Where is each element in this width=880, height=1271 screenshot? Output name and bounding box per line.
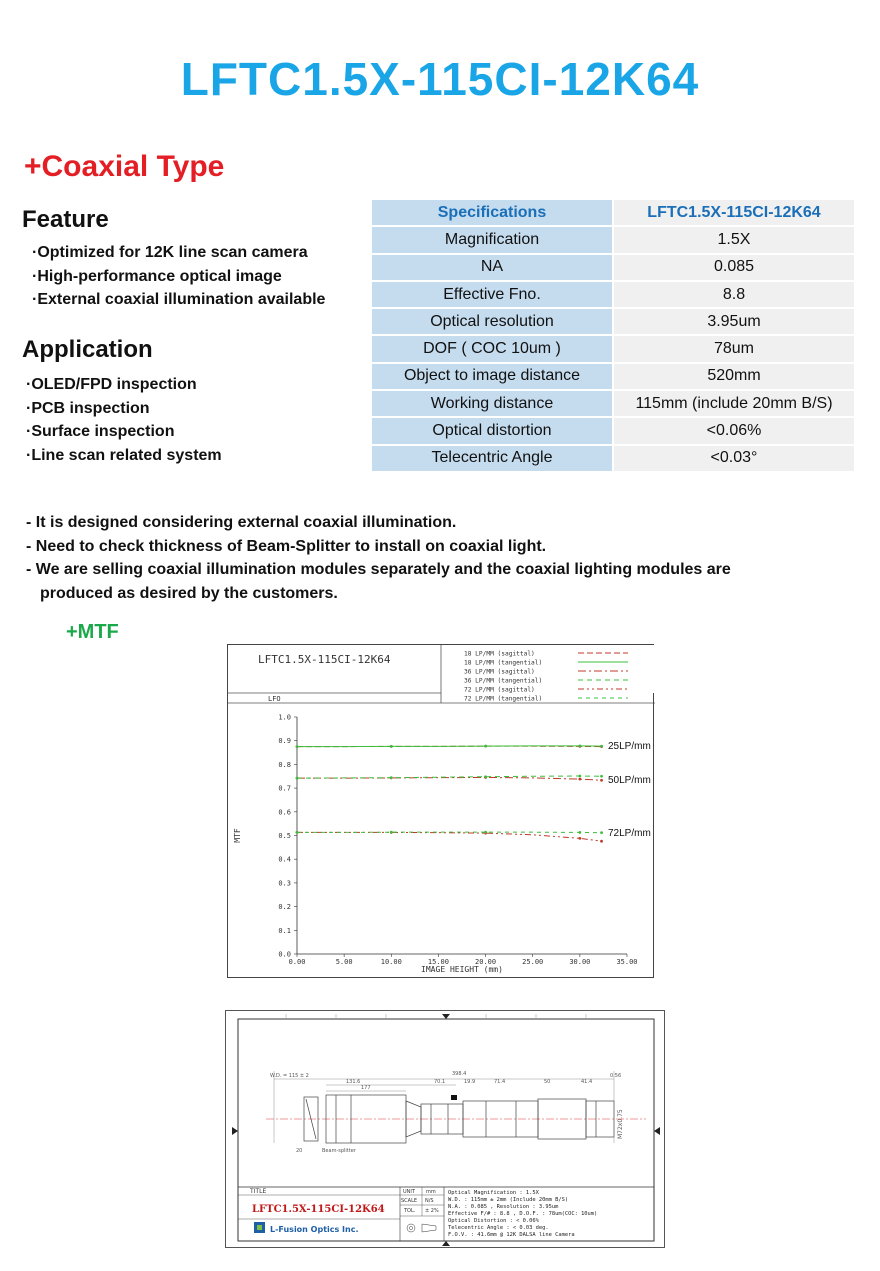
note-line: produced as desired by the customers.: [40, 584, 338, 602]
tb-spec-line: Effective F/# : 8.8 , D.O.F. : 78um(COC: 10um): [448, 1211, 598, 1217]
mtf-x-tick-label: 30.00: [569, 958, 591, 966]
mtf-data-point: [600, 831, 603, 834]
mtf-y-tick-label: 0.1: [278, 926, 291, 935]
mtf-y-tick-label: 0.3: [278, 879, 291, 888]
mtf-data-point: [484, 831, 487, 834]
beam-splitter-label: Beam-splitter: [322, 1148, 356, 1154]
note-line: - It is designed considering external coaxial illumination.: [26, 514, 457, 531]
mtf-data-point: [484, 745, 487, 748]
tol-label: TOL.: [404, 1208, 416, 1214]
spec-key: Telecentric Angle: [372, 446, 612, 471]
mtf-side-labels: [604, 735, 664, 855]
dim-19: 19.9: [464, 1079, 476, 1085]
application-item: ·Surface inspection: [26, 423, 175, 440]
spec-table: [372, 198, 854, 473]
mtf-chart-title: LFTC1.5X-115CI-12K64: [258, 653, 391, 666]
mtf-series-line: [297, 832, 602, 841]
spec-key: NA: [372, 255, 612, 280]
spec-row: [372, 364, 854, 389]
application-heading: Application: [22, 336, 153, 363]
spec-key: Working distance: [372, 391, 612, 416]
mtf-data-point: [390, 776, 393, 779]
mtf-chart-svg: [228, 645, 655, 979]
application-item: ·OLED/FPD inspection: [26, 376, 197, 393]
mtf-y-tick-label: 0.4: [278, 855, 291, 864]
title-label: TITLE: [250, 1188, 267, 1195]
lock-screw: [451, 1095, 457, 1100]
spec-row: [372, 418, 854, 443]
spec-value: <0.03°: [612, 446, 854, 471]
tol-value: ± 2%: [425, 1208, 439, 1214]
feature-heading: Feature: [22, 206, 109, 233]
notes-block: [26, 511, 731, 605]
mtf-axes: [278, 714, 637, 967]
mtf-data-point: [390, 831, 393, 834]
spec-row: [372, 309, 854, 334]
spec-value: 78um: [612, 336, 854, 361]
mtf-x-tick-label: 5.00: [335, 958, 353, 966]
spec-value: 520mm: [612, 364, 854, 389]
mtf-y-tick-label: 0.9: [278, 737, 291, 746]
spec-row: [372, 391, 854, 416]
side-label-50lp: 50LP/mm: [608, 775, 651, 786]
spec-value: 115mm (include 20mm B/S): [612, 391, 854, 416]
spec-value: 8.8: [612, 282, 854, 307]
tb-spec-line: Optical Magnification : 1.5X: [448, 1190, 539, 1196]
dim-mount: M72x0.75: [617, 1109, 624, 1139]
dim-056: 0.56: [610, 1073, 622, 1079]
dim-70: 70.1: [434, 1079, 446, 1085]
center-mark-left: [232, 1127, 238, 1135]
unit-value: mm: [426, 1189, 436, 1195]
mtf-data-point: [296, 777, 299, 780]
spec-key: Object to image distance: [372, 364, 612, 389]
mtf-y-tick-label: 0.8: [278, 760, 291, 769]
mtf-y-tick-label: 0.5: [278, 832, 291, 840]
mtf-data-point: [600, 840, 603, 843]
mtf-legend-label: 72 LP/MM (sagittal): [464, 686, 535, 694]
mtf-data-point: [578, 831, 581, 834]
tb-spec-line: N.A. : 0.085 , Resolution : 3.95um: [448, 1204, 559, 1210]
spec-key: Effective Fno.: [372, 282, 612, 307]
mtf-legend-label: 18 LP/MM (sagittal): [464, 650, 535, 658]
spec-value: 0.085: [612, 255, 854, 280]
mtf-y-tick-label: 0.6: [278, 808, 291, 817]
feature-item: ·Optimized for 12K line scan camera: [32, 244, 308, 261]
mtf-series: [296, 745, 603, 843]
mtf-x-tick-label: 25.00: [522, 958, 544, 966]
mtf-y-tick-label: 0.2: [278, 903, 291, 912]
mtf-data-point: [390, 745, 393, 748]
mtf-y-tick-label: 1.0: [278, 713, 291, 722]
projection-symbol-icon: [407, 1224, 436, 1232]
mtf-data-point: [600, 745, 603, 748]
dim-total: 398.4: [452, 1071, 467, 1077]
mtf-xlabel: IMAGE HEIGHT (mm): [421, 965, 503, 974]
mtf-sub-label: LFO: [268, 695, 281, 703]
mtf-x-tick-label: 0.00: [288, 958, 306, 966]
mtf-data-point: [296, 831, 299, 834]
spec-value: <0.06%: [612, 418, 854, 443]
application-item: ·Line scan related system: [26, 446, 222, 464]
dim-wd: W.D. = 115 ± 2: [270, 1073, 309, 1079]
feature-item: ·High-performance optical image: [32, 267, 282, 285]
mtf-x-tick-label: 20.00: [475, 958, 497, 966]
company-name: L-Fusion Optics Inc.: [270, 1225, 359, 1234]
spec-key: Magnification: [372, 227, 612, 252]
spec-value: 1.5X: [612, 227, 854, 252]
center-mark-top: [442, 1014, 450, 1019]
side-label-25lp: 25LP/mm: [608, 741, 651, 752]
note-line: - Need to check thickness of Beam-Splitter to install on coaxial light.: [26, 537, 547, 555]
spec-row: [372, 255, 854, 280]
mtf-data-point: [600, 775, 603, 778]
dim-41: 41.4: [581, 1079, 593, 1085]
mtf-data-point: [484, 775, 487, 778]
spec-header-row: [372, 200, 854, 225]
mtf-data-point: [578, 775, 581, 778]
frame-ticks: [286, 1014, 586, 1019]
mtf-x-tick-label: 15.00: [427, 958, 449, 966]
dim-131: 131.6: [346, 1079, 361, 1085]
unit-label: UNIT: [403, 1189, 415, 1195]
application-item: ·PCB inspection: [26, 399, 150, 417]
mtf-legend-label: 36 LP/MM (sagittal): [464, 668, 535, 676]
application-list: [26, 373, 222, 467]
dim-20: 20: [296, 1148, 303, 1154]
spec-key: Optical distortion: [372, 418, 612, 443]
dim-71: 71.4: [494, 1079, 506, 1085]
drawing-title-name: LFTC1.5X-115CI-12K64: [252, 1204, 385, 1215]
mtf-chart: [227, 644, 654, 978]
lens-drawing: [225, 1010, 665, 1248]
side-label-72lp: 72LP/mm: [608, 828, 651, 839]
spec-value: 3.95um: [612, 309, 854, 334]
coaxial-type-heading: +Coaxial Type: [24, 150, 225, 183]
spec-row: [372, 227, 854, 252]
scale-value: N/S: [425, 1198, 434, 1204]
dim-50: 50: [544, 1079, 551, 1085]
feature-item: ·External coaxial illumination available: [32, 291, 326, 308]
mtf-legend-label: 72 LP/MM (tangential): [464, 695, 543, 703]
mtf-legend-label: 18 LP/MM (tangential): [464, 659, 543, 667]
spec-header-key: Specifications: [372, 200, 612, 225]
mtf-data-point: [296, 745, 299, 748]
mtf-data-point: [578, 778, 581, 781]
page-title: LFTC1.5X-115CI-12K64: [180, 53, 700, 105]
mtf-data-point: [600, 779, 603, 782]
tb-spec-line: W.D. : 115mm ± 2mm (Include 20mm B/S): [448, 1197, 569, 1203]
spec-header-value: LFTC1.5X-115CI-12K64: [612, 200, 854, 225]
spec-row: [372, 336, 854, 361]
mtf-ylabel: MTF: [233, 828, 242, 843]
spec-key: DOF ( COC 10um ): [372, 336, 612, 361]
center-mark-right: [654, 1127, 660, 1135]
mtf-legend-label: 36 LP/MM (tangential): [464, 677, 543, 685]
spec-row: [372, 282, 854, 307]
spec-row: [372, 446, 854, 471]
scale-label: SCALE: [401, 1198, 418, 1204]
dim-177: 177: [361, 1085, 371, 1091]
company-logo-inner: [257, 1225, 262, 1230]
center-mark-bottom: [442, 1241, 450, 1246]
feature-list: [32, 241, 325, 312]
title-block-specs: [448, 1190, 597, 1238]
mtf-x-tick-label: 35.00: [616, 958, 638, 966]
lens-drawing-svg: [226, 1011, 666, 1249]
mtf-y-tick-label: 0.7: [278, 784, 291, 793]
mtf-y-tick-label: 0.0: [278, 950, 291, 959]
spec-key: Optical resolution: [372, 309, 612, 334]
mtf-heading: +MTF: [66, 621, 119, 643]
title-block: [238, 1187, 654, 1241]
mtf-data-point: [578, 745, 581, 748]
dimension-labels: [270, 1071, 621, 1154]
mtf-x-tick-label: 10.00: [380, 958, 402, 966]
tb-spec-line: Telecentric Angle : < 0.03 deg.: [448, 1225, 549, 1231]
tb-spec-line: F.O.V. : 41.6mm @ 12K DALSA line Camera: [448, 1232, 575, 1238]
note-line: - We are selling coaxial illumination modules separately and the coaxial lighting modules are: [26, 561, 731, 578]
mtf-series-line: [297, 746, 602, 747]
mtf-series-line: [297, 776, 602, 778]
tb-spec-line: Optical Distortion : < 0.06%: [448, 1218, 539, 1224]
mtf-data-point: [578, 837, 581, 840]
